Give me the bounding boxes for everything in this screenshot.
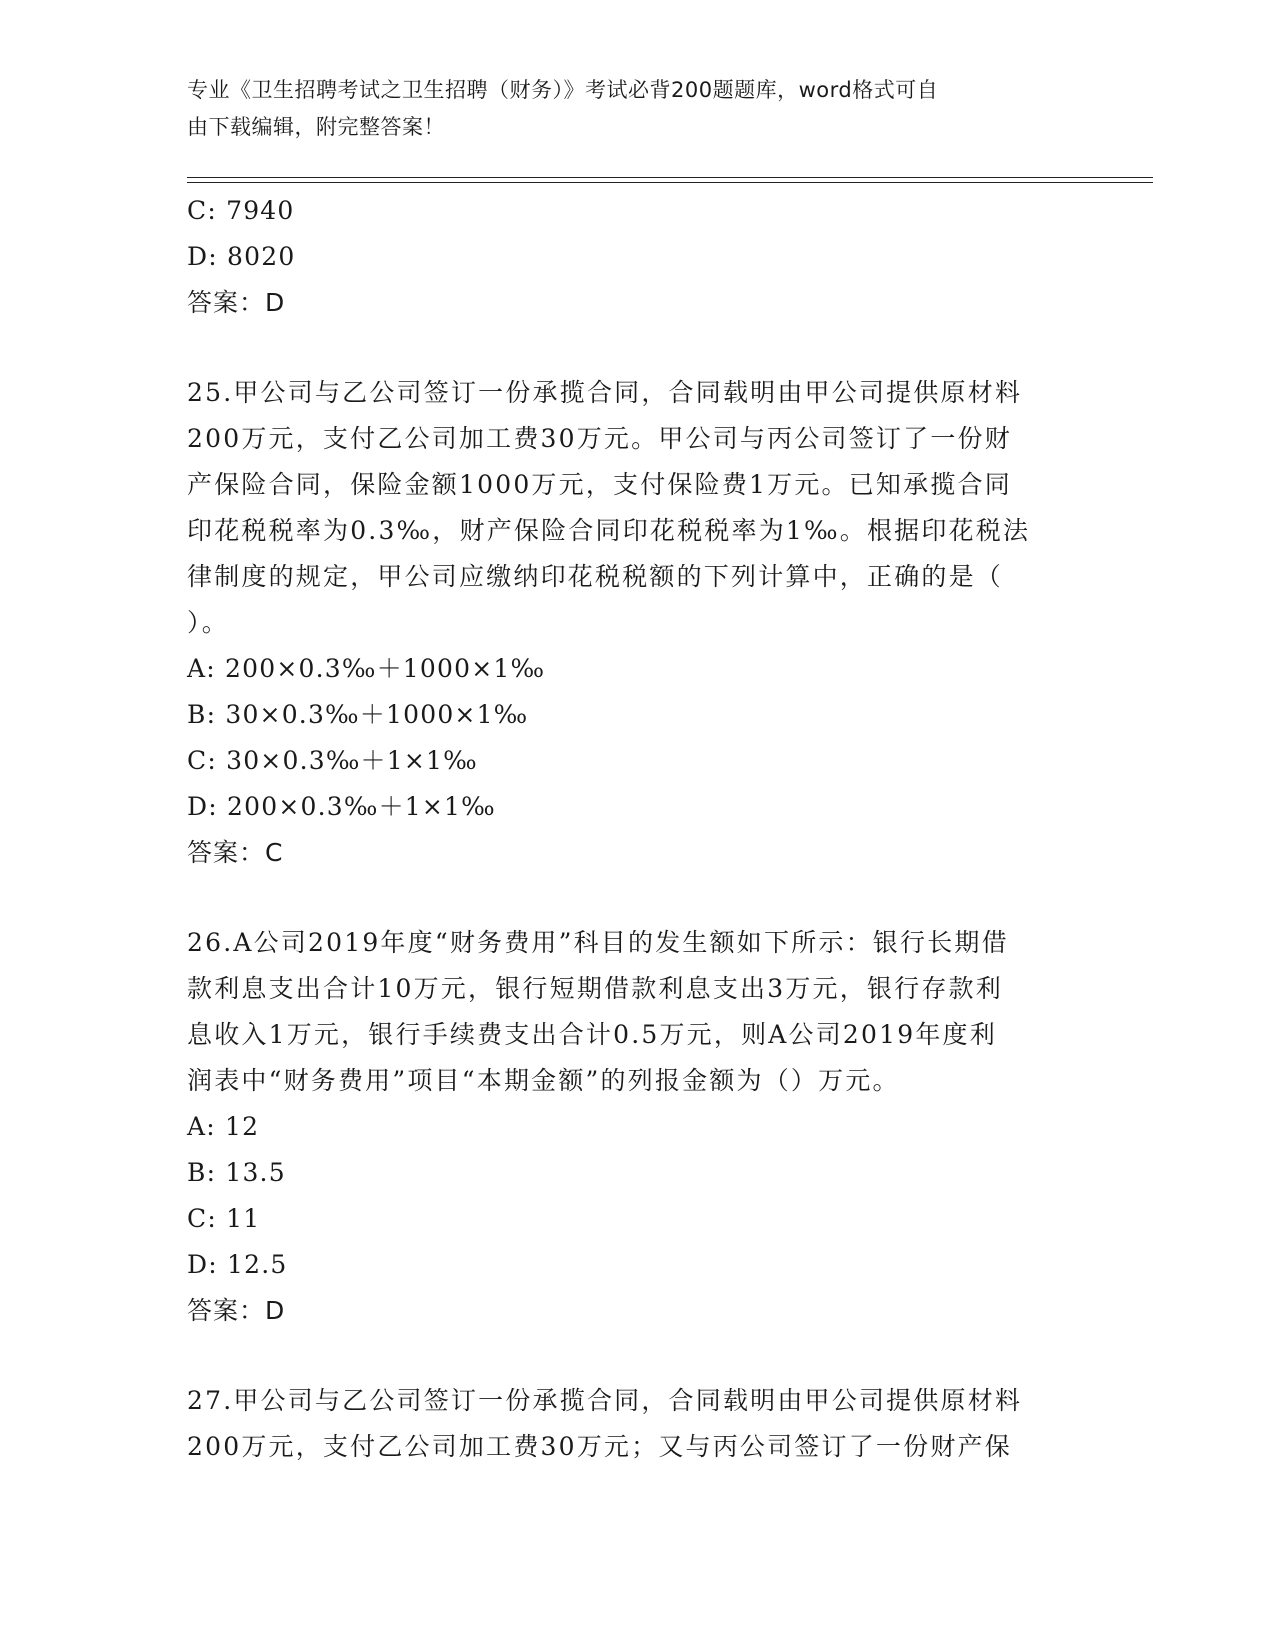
question-text-line: 200万元，支付乙公司加工费30万元；又与丙公司签订了一份财产保 [187,1432,1012,1461]
option-a: A: 12 [187,1112,260,1141]
question-text-line: 款利息支出合计10万元，银行短期借款利息支出3万元，银行存款利 [187,974,1003,1003]
option-c: C: 11 [187,1204,261,1233]
question-26 [187,920,1087,1334]
question-text-line: 律制度的规定，甲公司应缴纳印花税税额的下列计算中，正确的是（ [187,562,1004,591]
document-header [187,72,1067,146]
question-text-line: 印花税税率为0.3‰，财产保险合同印花税税率为1‰。根据印花税法 [187,516,1031,545]
option-b: B: 30×0.3‰＋1000×1‰ [187,700,529,729]
question-25 [187,370,1087,876]
question-text-line: 200万元，支付乙公司加工费30万元。甲公司与丙公司签订了一份财 [187,424,1012,453]
header-divider-secondary [187,182,1153,183]
option-c: C: 30×0.3‰＋1×1‰ [187,746,478,775]
question-text-line: 27.甲公司与乙公司签订一份承揽合同，合同载明由甲公司提供原材料 [187,1386,1023,1415]
question-text-line: 25.甲公司与乙公司签订一份承揽合同，合同载明由甲公司提供原材料 [187,378,1023,407]
question-text-line: 26.A公司2019年度“财务费用”科目的发生额如下所示：银行长期借 [187,928,1009,957]
header-line-2: 由下载编辑，附完整答案！ [187,115,445,139]
header-divider [187,177,1153,178]
header-line-1: 专业《卫生招聘考试之卫生招聘（财务）》考试必背200题题库，word格式可自 [187,78,939,102]
question-27 [187,1378,1087,1470]
prev-answer: 答案：D [187,288,286,317]
question-text-line: 润表中“财务费用”项目“本期金额”的列报金额为（）万元。 [187,1066,900,1095]
question-text-line: ）。 [187,608,229,637]
prev-option-d: D: 8020 [187,242,296,271]
option-a: A: 200×0.3‰＋1000×1‰ [187,654,546,683]
answer: 答案：D [187,1296,286,1325]
option-d: D: 200×0.3‰＋1×1‰ [187,792,496,821]
option-d: D: 12.5 [187,1250,288,1279]
prev-option-c: C: 7940 [187,196,295,225]
option-b: B: 13.5 [187,1158,286,1187]
question-content [187,188,1087,1470]
question-text-line: 产保险合同，保险金额1000万元，支付保险费1万元。已知承揽合同 [187,470,1012,499]
answer: 答案：C [187,838,284,867]
question-text-line: 息收入1万元，银行手续费支出合计0.5万元，则A公司2019年度利 [187,1020,997,1049]
